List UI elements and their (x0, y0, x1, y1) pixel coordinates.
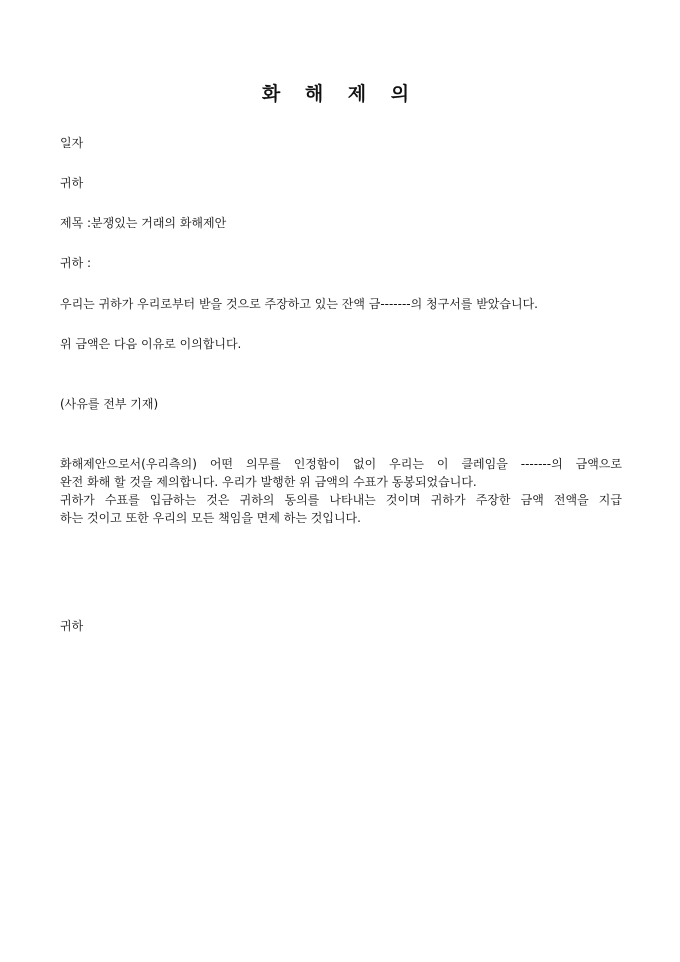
salutation-line: 귀하 : (60, 256, 92, 270)
offer-line: 귀하가 수표를 입금하는 것은 귀하의 동의를 나타내는 것이며 귀하가 주장한 금액 전액을 지급 (60, 493, 622, 507)
recipient-line: 귀하 (60, 176, 84, 190)
body-paragraph-objection: 위 금액은 다음 이유로 이의합니다. (60, 337, 242, 351)
offer-line: 화해제안으로서(우리측의) 어떤 의무를 인정함이 없이 우리는 이 클레임을 -------의 금액으로 (60, 457, 622, 471)
offer-line: 하는 것이고 또한 우리의 모든 책임을 면제 하는 것입니다. (60, 511, 361, 525)
reason-placeholder: (사유를 전부 기재) (60, 397, 159, 411)
document-title: 화 해 제 의 (261, 83, 419, 105)
date-label: 일자 (60, 136, 84, 150)
subject-line: 제목 :분쟁있는 거래의 화해제안 (60, 216, 227, 230)
offer-line: 완전 화해 할 것을 제의합니다. 우리가 발행한 위 금액의 수표가 동봉되었습니다. (60, 475, 477, 489)
closing-recipient: 귀하 (60, 619, 84, 633)
settlement-offer-paragraph (60, 455, 622, 527)
body-paragraph-claim: 우리는 귀하가 우리로부터 받을 것으로 주장하고 있는 잔액 금-------의 청구서를 받았습니다. (60, 297, 538, 311)
